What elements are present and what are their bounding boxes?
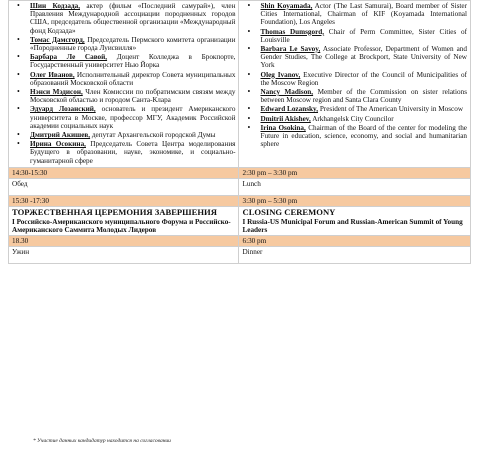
closing-time-ru: 15:30 -17:30 <box>9 196 239 207</box>
participant-item-ru <box>12 105 235 130</box>
participants-row <box>9 1 471 168</box>
participant-role-ru: Председатель Пермского комитета организации «Породненные города Луисвилля» <box>30 35 236 53</box>
lunch-time-en: 2:30 pm – 3:30 pm <box>239 167 471 178</box>
participant-name-ru: Ирина Осокина, <box>30 140 86 149</box>
closing-title-ru: ТОРЖЕСТВЕННАЯ ЦЕРЕМОНИЯ ЗАВЕРШЕНИЯ <box>12 207 217 218</box>
dinner-time-en: 6:30 pm <box>239 236 471 247</box>
participant-name-ru: Дмитрий Акишев, <box>30 131 91 140</box>
participant-role-en: Chairman of the Board of the center for modeling the Future in education, science, economy, and social and humanitarian sphere <box>260 123 467 149</box>
participant-item-ru <box>12 36 235 52</box>
footnote: * Участие данных кандидатур находится на согласовании <box>33 438 171 444</box>
participant-role-en: Actor (The Last Samurai), Board member of Sister Cities International, Chairman of KIF (Koyamada International Foundation), Los Angeles <box>260 2 467 27</box>
lunch-label-en: Lunch <box>239 179 471 196</box>
closing-subtitle-ru: I Российско-Американского муниципального Форума и Российско-Американского Саммита Молодых Лидеров <box>12 217 231 235</box>
closing-en <box>239 207 471 236</box>
participant-role-ru: депутат Архангельской городской Думы <box>90 131 216 140</box>
participant-item-ru <box>12 53 235 69</box>
participant-item-en <box>242 124 467 149</box>
lunch-label-ru: Обед <box>9 179 239 196</box>
closing-subtitle-en: I Russia-US Municipal Forum and Russian-American Summit of Young Leaders <box>242 217 463 235</box>
participants-en <box>239 1 471 168</box>
participant-name-en: Oleg Ivanov, <box>260 70 301 79</box>
participant-name-ru: Барбара Ле Савой, <box>30 53 108 62</box>
participant-name-en: Edward Lozansky, <box>260 105 319 114</box>
participant-role-en: Executive Director of the Council of Municipalities of the Moscow Region <box>260 70 467 87</box>
closing-row <box>9 207 471 236</box>
participant-role-ru: Член Комиссии по побратимским связям между Московской областью и городом Санта-Клара <box>30 88 236 105</box>
participant-name-en: Dmitrii Akishev, <box>260 114 311 123</box>
participant-role-en: President of The American University in Moscow <box>318 105 464 114</box>
participant-item-ru <box>12 71 235 87</box>
participant-role-ru: актер (фильм «Последний самурай»), член Правления Международной ассоциации породненных городов США, председатель общественной организации «Международный фонд Кодзада» <box>30 2 236 35</box>
participant-name-en: Nancy Madison, <box>260 88 314 97</box>
lunch-time-ru: 14:30-15:30 <box>9 167 239 178</box>
participant-item-en <box>242 2 467 27</box>
participant-role-ru: Исполнительный директор Совета муниципальных образований Московской области <box>30 70 236 87</box>
dinner-time-row <box>9 236 471 247</box>
participants-list-en <box>242 2 467 148</box>
participant-name-en: Irina Osokina, <box>260 123 306 132</box>
participants-ru <box>9 1 239 168</box>
participant-name-ru: Шин Кодзада, <box>30 2 80 10</box>
participant-item-en <box>242 105 467 113</box>
participant-name-en: Shin Koyamada, <box>260 2 313 10</box>
participant-role-en: Associate Professor, Department of Women and Gender Studies, The College at Brockport, State University of New York <box>260 45 467 70</box>
participants-list-ru <box>12 2 235 165</box>
participant-role-ru: основатель и президент Американского университета в Москве, профессор МГУ, Академик Российской академии социальных наук <box>30 105 236 130</box>
participant-item-en <box>242 45 467 70</box>
dinner-label-en: Dinner <box>239 247 471 264</box>
participant-item-ru <box>12 140 235 165</box>
participant-name-ru: Олег Иванов, <box>30 70 75 79</box>
participant-name-en: Barbara Le Savoy, <box>260 45 321 54</box>
participant-item-en <box>242 71 467 87</box>
lunch-row <box>9 179 471 196</box>
dinner-time-ru: 18.30 <box>9 236 239 247</box>
dinner-label-ru: Ужин <box>9 247 239 264</box>
closing-time-en: 3:30 pm – 5:30 pm <box>239 196 471 207</box>
participant-item-ru <box>12 131 235 139</box>
participant-role-ru: Председатель Совета Центра моделирования Будущего в образовании, науке, экономике, и социально-гуманитарной сфере <box>30 140 236 165</box>
closing-ru <box>9 207 239 236</box>
program-table <box>8 0 471 264</box>
participant-role-en: Arkhangelsk City Councilor <box>310 114 394 123</box>
participant-name-en: Thomas Dumsgord, <box>260 27 325 36</box>
participant-name-ru: Эдуард Лозанский, <box>30 105 96 114</box>
closing-time-row <box>9 196 471 207</box>
participant-item-en <box>242 28 467 44</box>
participant-item-en <box>242 88 467 104</box>
participant-item-ru <box>12 88 235 104</box>
participant-item-en <box>242 115 467 123</box>
participant-role-en: Member of the Commission on sister relations between Moscow region and Santa Clara County <box>260 88 467 105</box>
dinner-row <box>9 247 471 264</box>
lunch-time-row <box>9 167 471 178</box>
participant-item-ru <box>12 2 235 35</box>
participant-name-ru: Томас Дамсгорд, <box>30 35 85 44</box>
participant-role-en: Chair of Perm Committee, Sister Cities of Louisville <box>260 27 467 44</box>
participant-role-ru: Доцент Колледжа в Брокпорте, Государственный университет Нью Йорка <box>30 53 236 70</box>
closing-title-en: CLOSING CEREMONY <box>242 207 336 218</box>
participant-name-ru: Нэнси Мэдисон, <box>30 88 83 97</box>
